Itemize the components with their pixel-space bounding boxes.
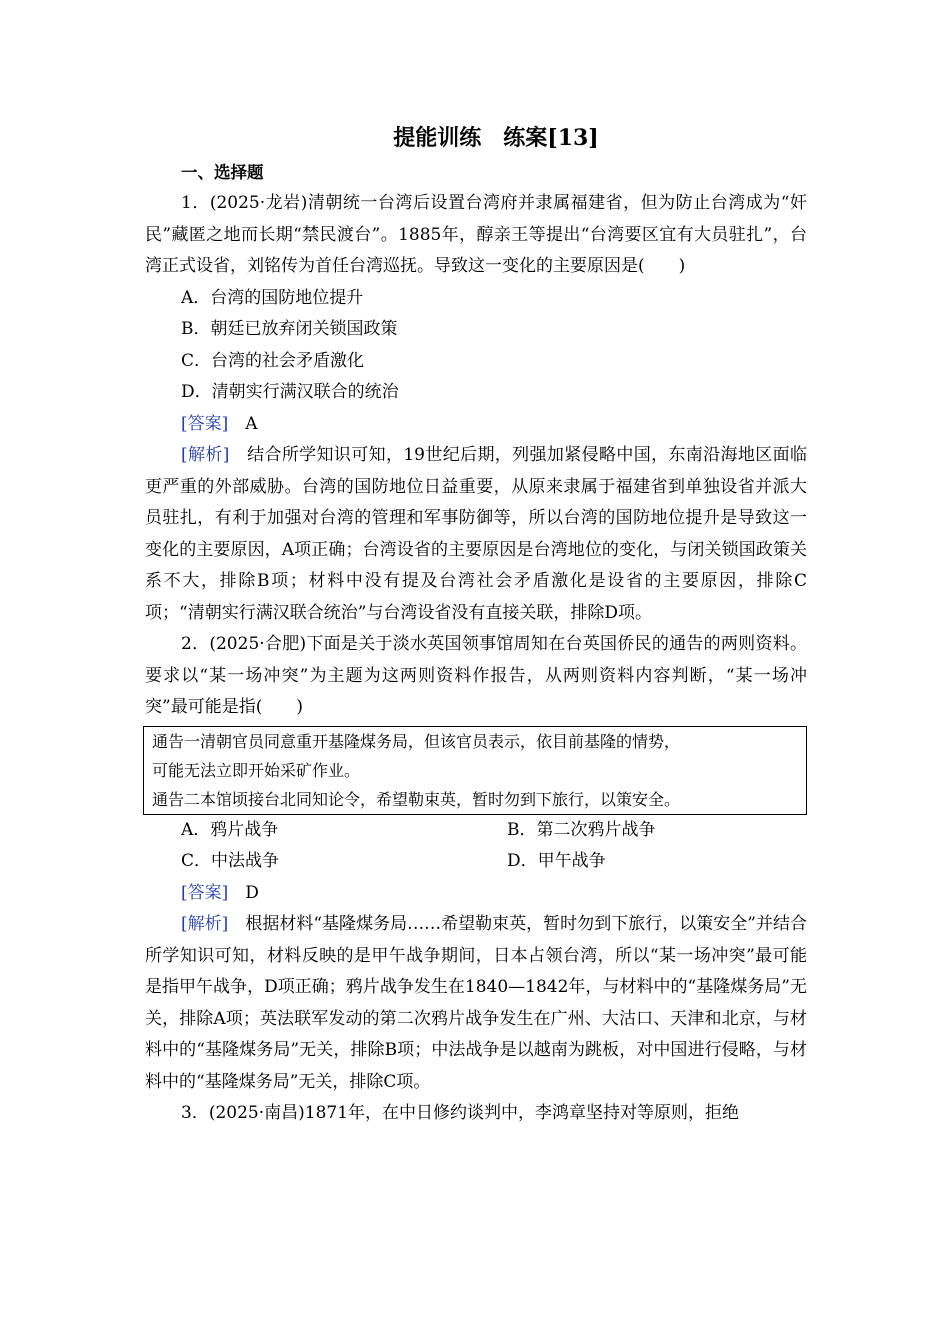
question-1-option-a: A．台湾的国防地位提升	[181, 287, 364, 308]
question-1-analysis	[145, 440, 807, 629]
question-1-option-c: C．台湾的社会矛盾激化	[181, 350, 365, 371]
page-title: 提能训练 练案[13]	[393, 125, 599, 151]
source-line: 可能无法立即开始采矿作业。	[152, 760, 361, 780]
answer-value: A	[228, 413, 258, 434]
answer-label: [答案]	[181, 882, 229, 903]
source-material-box	[143, 726, 807, 815]
question-2-option-b: B．第二次鸦片战争	[507, 819, 656, 840]
question-2-answer	[145, 878, 807, 910]
answer-value: D	[228, 882, 259, 903]
question-2-options-row	[145, 846, 807, 878]
analysis-text: 根据材料“基隆煤务局……希望勒束英，暂时勿到下旅行，以策安全”并结合所学知识可知，材料反映的是甲午战争期间，日本占领台湾，所以“某一场冲突”最可能是指甲午战争，D项正确；鸦片战争发生在1840—1842年，与材料中的“基隆煤务局”无关，排除A项；英法联军发动的第二次鸦片战争发生在广州、大沽口、天津和北京，与材料中的“基隆煤务局”无关，排除B项；中法战争是以越南为跳板，对中国进行侵略，与材料中的“基隆煤务局”无关，排除C项。	[145, 914, 807, 1092]
question-2-analysis	[145, 909, 807, 1098]
section-heading: 一、选择题	[181, 163, 264, 182]
question-1-answer	[145, 409, 807, 441]
question-2-stem: 2．(2025·合肥)下面是关于淡水英国领事馆周知在台英国侨民的通告的两则资料。要求以“某一场冲突”为主题为这两则资料作报告，从两则资料内容判断，“某一场冲突”最可能是指( )	[145, 634, 807, 717]
source-line: 通告二本馆顷接台北同知论令，希望勒束英，暂时勿到下旅行，以策安全。	[152, 789, 681, 809]
analysis-text: 结合所学知识可知，19世纪后期，列强加紧侵略中国，东南沿海地区面临更严重的外部威胁。台湾的国防地位日益重要，从原来隶属于福建省到单独设省并派大员驻扎，有利于加强对台湾的管理和军事防御等，所以台湾的国防地位提升是导致这一变化的主要原因，A项正确；台湾设省的主要原因是台湾地位的变化，与闭关锁国政策关系不大，排除B项；材料中没有提及台湾社会矛盾激化是设省的主要原因，排除C项；“清朝实行满汉联合统治”与台湾设省没有直接关联，排除D项。	[145, 445, 807, 623]
question-1-option-b: B．朝廷已放弃闭关锁国政策	[181, 319, 398, 339]
question-1-option-d: D．清朝实行满汉联合的统治	[181, 382, 399, 402]
analysis-label: [解析]	[181, 914, 229, 934]
document-page	[145, 118, 807, 1130]
question-2-option-a: A．鸦片战争	[181, 819, 279, 840]
source-line: 通告一清朝官员同意重开基隆煤务局，但该官员表示，依目前基隆的情势，	[152, 731, 681, 751]
answer-label: [答案]	[181, 413, 229, 434]
question-2-option-d: D．甲午战争	[507, 851, 606, 871]
question-2-option-c: C．中法战争	[181, 851, 280, 871]
analysis-label: [解析]	[181, 445, 230, 465]
question-2-options-row	[145, 815, 807, 847]
question-3-stem: 3．(2025·南昌)1871年，在中日修约谈判中，李鸿章坚持对等原则，拒绝	[181, 1103, 740, 1123]
question-1-stem: 1．(2025·龙岩)清朝统一台湾后设置台湾府并隶属福建省，但为防止台湾成为“奸民”藏匿之地而长期“禁民渡台”。1885年，醇亲王等提出“台湾要区宜有大员驻扎”，台湾正式设省，刘铭传为首任台湾巡抚。导致这一变化的主要原因是( )	[145, 193, 807, 276]
